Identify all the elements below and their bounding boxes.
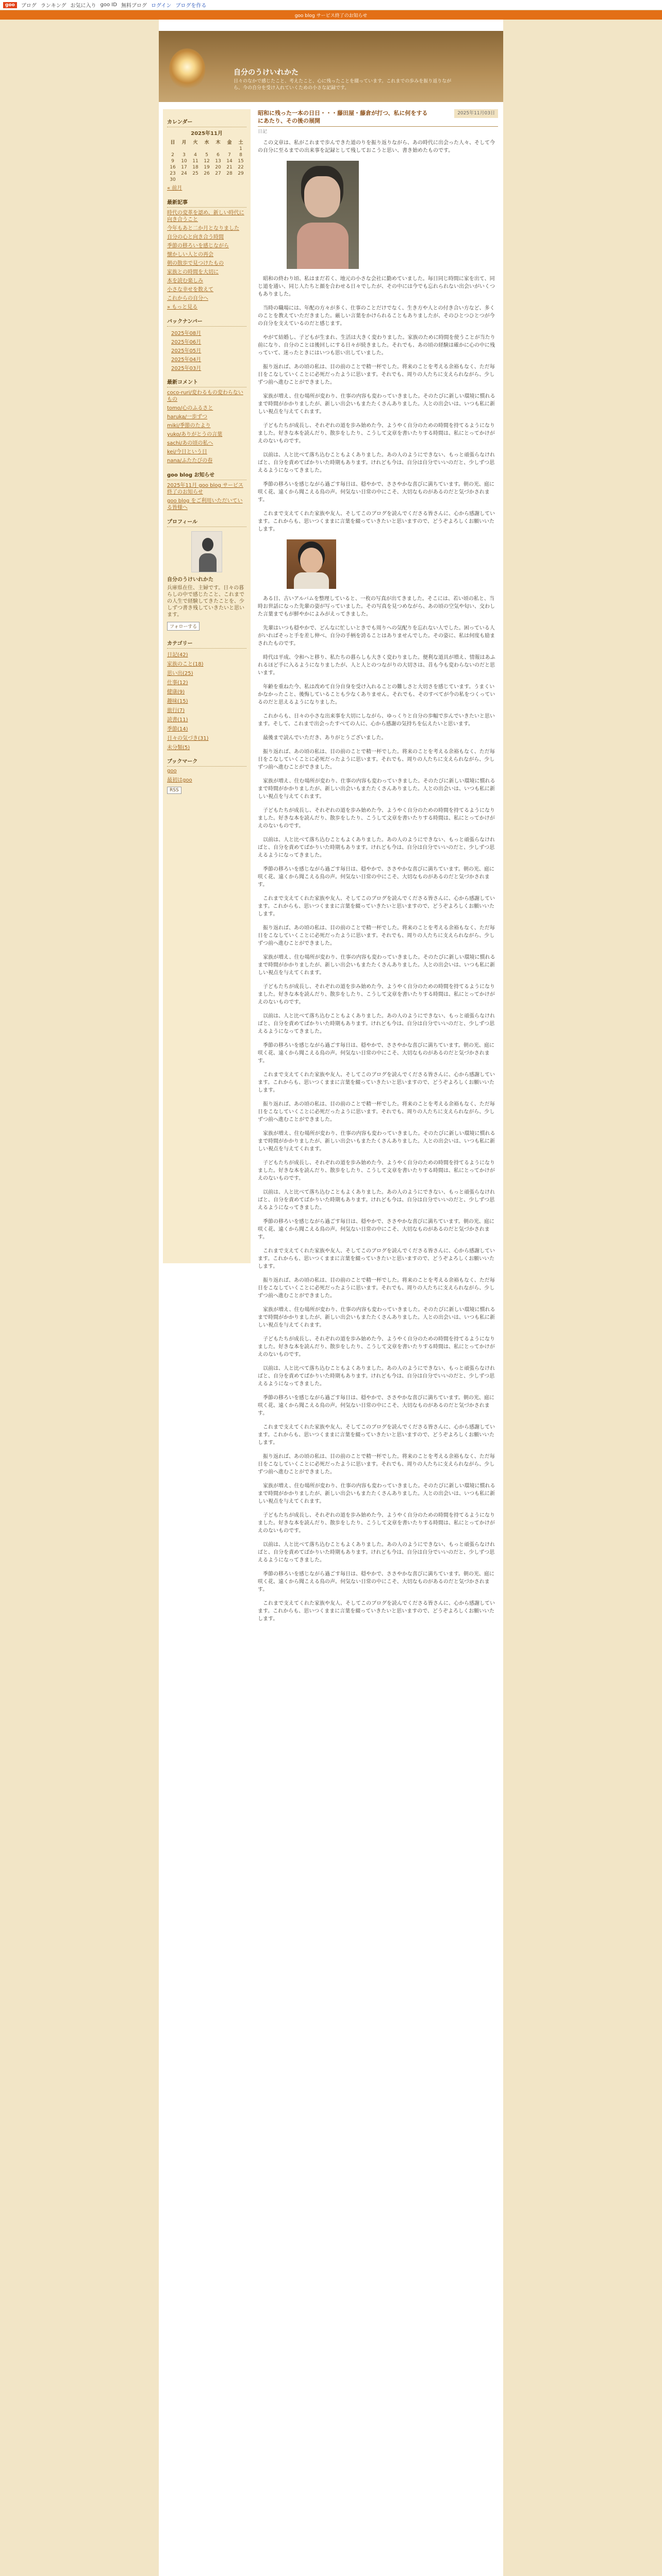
calendar-table — [167, 138, 246, 183]
goo-notice-link[interactable]: 2025年11月 goo blog サービス終了のお知らせ — [167, 483, 243, 495]
topbar-link-create-blog[interactable]: ブログを作る — [175, 3, 207, 9]
calendar-day[interactable]: 27 — [215, 171, 221, 176]
calendar-day — [178, 177, 190, 183]
recent-comment-link[interactable]: haruka/一歩ずつ — [167, 414, 208, 420]
calendar-day[interactable]: 19 — [204, 165, 210, 170]
entry-paragraph: ある日、古いアルバムを整理していると、一枚の写真が出てきました。そこには、若い頃の私と、当時お世話になった先輩の姿が写っていました。その写真を見つめながら、あの頃の空気や匂い、交わした言葉までもが鮮やかによみがえってきました。 — [258, 596, 495, 617]
rss-badge[interactable]: RSS — [167, 787, 181, 794]
calendar-day[interactable]: 6 — [217, 152, 220, 158]
calendar-day[interactable]: 1 — [239, 146, 242, 151]
entry-paragraph: 季節の移ろいを感じながら過ごす毎日は、穏やかで、ささやかな喜びに満ちています。朝の光、庭に咲く花、遠くから聞こえる鳥の声。何気ない日常の中にこそ、大切なものがあるのだと気づかされます。 — [258, 1571, 494, 1592]
calendar-day — [167, 146, 178, 152]
calendar-day[interactable]: 12 — [204, 159, 210, 164]
entry-paragraph: 子どもたちが成長し、それぞれの道を歩み始めた今、ようやく自分のための時間を持てるようになりました。好きな本を読んだり、散歩をしたり、こうして文章を書いたりする時間は、私にとってかけがえのないものです。 — [258, 423, 495, 444]
entry-paragraph: これまで支えてくれた家族や友人、そしてこのブログを読んでくださる皆さんに、心から感謝しています。これからも、思いつくままに言葉を綴っていきたいと思いますので、どうぞよろしくお願いいたします。 — [258, 896, 495, 917]
recent-comment-link[interactable]: yuko/ありがとうの言葉 — [167, 432, 223, 437]
recent-comment-link[interactable]: kei/今日という日 — [167, 449, 207, 455]
entry-paragraph: これまで支えてくれた家族や友人、そしてこのブログを読んでくださる皆さんに、心から感謝しています。これからも、思いつくままに言葉を綴っていきたいと思いますので、どうぞよろしくお願いいたします。 — [258, 1601, 495, 1622]
entry-paragraph: 以前は、人と比べて落ち込むこともよくありました。あの人のようにできない、もっと頑張らなければと、自分を責めてばかりいた時期もあります。けれども今は、自分は自分でいいのだと、少しずつ思えるようになってきました。 — [258, 1366, 495, 1387]
calendar-day[interactable]: 8 — [239, 152, 242, 158]
entry-paragraph: 家族が増え、住む場所が変わり、仕事の内容も変わっていきました。そのたびに新しい環境に慣れるまで時間がかかりましたが、新しい出会いもまたたくさんありました。人との出会いは、いつも私に新しい視点を与えてくれます。 — [258, 1307, 495, 1328]
backnumber-link[interactable]: 2025年06月 — [171, 340, 202, 345]
topbar-link-ranking[interactable]: ランキング — [40, 3, 67, 9]
calendar-day[interactable]: 9 — [171, 159, 174, 164]
recent-post-link[interactable]: 家族との時間を大切に — [167, 269, 219, 275]
entry-paragraph: 最後まで読んでいただき、ありがとうございました。 — [263, 735, 387, 741]
entry-paragraph: 年齢を重ねた今、私は改めて自分自身を受け入れることの難しさと大切さを感じています。うまくいかなかったこと、後悔していることも少なくありません。それでも、そのすべてが今の私をつくっているのだと思えるようになりました。 — [258, 684, 495, 705]
entry-paragraph: 家族が増え、住む場所が変わり、仕事の内容も変わっていきました。そのたびに新しい環境に慣れるまで時間がかかりましたが、新しい出会いもまたたくさんありました。人との出会いは、いつも私に新しい視点を与えてくれます。 — [258, 955, 495, 976]
calendar-day — [178, 146, 190, 152]
entry-paragraph: 昭和の終わり頃、私はまだ若く、地元の小さな会社に勤めていました。毎日同じ時間に家を出て、同じ道を通い、同じ人たちと顔を合わせる日々でしたが、その中には今でも忘れられない出会いがいくつもありました。 — [258, 276, 495, 297]
topbar-link-favorites[interactable]: お気に入り — [70, 3, 96, 9]
calendar-day[interactable]: 24 — [181, 171, 187, 176]
calendar-day[interactable]: 23 — [170, 171, 176, 176]
entry-paragraph: 以前は、人と比べて落ち込むこともよくありました。あの人のようにできない、もっと頑張らなければと、自分を責めてばかりいた時期もあります。けれども今は、自分は自分でいいのだと、少しずつ思えるようになってきました。 — [258, 452, 495, 473]
entry-paragraph: 子どもたちが成長し、それぞれの道を歩み始めた今、ようやく自分のための時間を持てるようになりました。好きな本を読んだり、散歩をしたり、こうして文章を書いたりする時間は、私にとってかけがえのないものです。 — [258, 984, 495, 1005]
topbar-link-login[interactable]: ログイン — [151, 3, 172, 9]
portrait-photo-small — [287, 539, 336, 589]
entry-paragraph: 以前は、人と比べて落ち込むこともよくありました。あの人のようにできない、もっと頑張らなければと、自分を責めてばかりいた時期もあります。けれども今は、自分は自分でいいのだと、少しずつ思えるようになってきました。 — [258, 1013, 495, 1035]
entry-paragraph: これからも、日々の小さな出来事を大切にしながら、ゆっくりと自分の歩幅で歩んでいきたいと思います。そして、これまで出会ったすべての人に、心から感謝の気持ちを伝えたいと思います。 — [258, 714, 495, 727]
entry-paragraph: 家族が増え、住む場所が変わり、仕事の内容も変わっていきました。そのたびに新しい環境に慣れるまで時間がかかりましたが、新しい出会いもまたたくさんありました。人との出会いは、いつも私に新しい視点を与えてくれます。 — [258, 1131, 495, 1152]
calendar-day[interactable]: 17 — [181, 165, 187, 170]
category-link[interactable]: 家族のこと(18) — [167, 662, 204, 667]
calendar-day[interactable]: 26 — [204, 171, 210, 176]
calendar-day[interactable]: 22 — [238, 165, 244, 170]
category-link[interactable]: 趣味(15) — [167, 699, 188, 704]
profile-text: 兵庫県在住、主婦です。日々の暮らしの中で感じたこと、これまでの人生で経験してきたことを、少しずつ書き残していきたいと思います。 — [167, 585, 244, 618]
bookmark-heading: ブックマーク — [167, 754, 246, 767]
entry-title[interactable]: 昭和に残った一本の日日・・・藤田屋・藤倉が打つ、私に何をするにあたり、その後の展開 — [258, 110, 428, 124]
entry-paragraph: 振り返れば、あの頃の私は、目の前のことで精一杯でした。将来のことを考える余裕もなく、ただ毎日をこなしていくことに必死だったように思います。それでも、周りの人たちに支えられながら、少しずつ前へ進むことができました。 — [258, 364, 495, 385]
entry-header — [258, 109, 498, 127]
entry-paragraph: 振り返れば、あの頃の私は、目の前のことで精一杯でした。将来のことを考える余裕もなく、ただ毎日をこなしていくことに必死だったように思います。それでも、周りの人たちに支えられながら、少しずつ前へ進むことができました。 — [258, 1101, 495, 1123]
more-posts-link[interactable]: » もっと見る — [167, 304, 198, 310]
goo-notice-link[interactable]: goo blog をご利用いただいている皆様へ — [167, 498, 243, 511]
category-heading: カテゴリー — [167, 636, 246, 649]
calendar-day — [190, 177, 201, 183]
entry-paragraph: 家族が増え、住む場所が変わり、仕事の内容も変わっていきました。そのたびに新しい環境に慣れるまで時間がかかりましたが、新しい出会いもまたたくさんありました。人との出会いは、いつも私に新しい視点を与えてくれます。 — [258, 778, 495, 800]
backnumber-link[interactable]: 2025年08月 — [171, 331, 202, 336]
profile-heading: プロフィール — [167, 514, 246, 527]
category-link[interactable]: 日記(42) — [167, 652, 188, 658]
recent-comment-link[interactable]: tomo/心のふるさと — [167, 405, 213, 411]
calendar-day[interactable]: 28 — [226, 171, 233, 176]
calendar-weekday: 木 — [216, 140, 221, 145]
calendar-day — [235, 177, 246, 183]
recent-comments-heading: 最新コメント — [167, 375, 246, 387]
entry-paragraph: 振り返れば、あの頃の私は、目の前のことで精一杯でした。将来のことを考える余裕もなく、ただ毎日をこなしていくことに必死だったように思います。それでも、周りの人たちに支えられながら、少しずつ前へ進むことができました。 — [258, 749, 495, 770]
backnumber-link[interactable]: 2025年03月 — [171, 366, 202, 371]
entry-paragraph: 子どもたちが成長し、それぞれの道を歩み始めた今、ようやく自分のための時間を持てるようになりました。好きな本を読んだり、散歩をしたり、こうして文章を書いたりする時間は、私にとってかけがえのないものです。 — [258, 1160, 495, 1181]
bookmark-link[interactable]: goo — [167, 768, 177, 774]
recent-post-link[interactable]: 今年もあと二か月となりました — [167, 226, 239, 231]
entry-category[interactable]: 日記 — [258, 129, 268, 134]
calendar-weekday: 土 — [238, 140, 243, 145]
calendar-day[interactable]: 4 — [194, 152, 197, 158]
service-notice-band — [0, 10, 662, 20]
entry-paragraph: この文章は、私がこれまで歩んできた道のりを振り返りながら、あの時代に出会った人々、そして今の自分に至るまでの出来事を記録として残しておこうと思い、書き始めたものです。 — [258, 140, 495, 154]
entry-paragraph: 時代は平成、令和へと移り、私たちの暮らしも大きく変わりました。便利な道具が増え、情報はあふれるほど手に入るようになりましたが、人と人とのつながりの大切さは、昔も今も変わらないのだと思います。 — [258, 655, 495, 676]
entry-paragraph: やがて結婚し、子どもが生まれ、生活は大きく変わりました。家族のために時間を使うことが当たり前になり、自分のことは後回しにする日々が続きました。それでも、あの頃の経験は確かに心の中に残っていて、迷ったときにはいつも思い出していました。 — [258, 335, 495, 356]
recent-comment-link[interactable]: sachi/あの頃の私へ — [167, 440, 213, 446]
goo-logo[interactable]: goo — [3, 2, 17, 8]
recent-post-link[interactable]: 季節の移ろいを感じながら — [167, 243, 229, 249]
calendar-weekday: 火 — [193, 140, 198, 145]
bookmark-link[interactable]: 最初はgoo — [167, 777, 192, 783]
entry-paragraph: 振り返れば、あの頃の私は、目の前のことで精一杯でした。将来のことを考える余裕もなく、ただ毎日をこなしていくことに必死だったように思います。それでも、周りの人たちに支えられながら、少しずつ前へ進むことができました。 — [258, 1454, 495, 1475]
entry-paragraph: 振り返れば、あの頃の私は、目の前のことで精一杯でした。将来のことを考える余裕もなく、ただ毎日をこなしていくことに必死だったように思います。それでも、周りの人たちに支えられながら、少しずつ前へ進むことができました。 — [258, 925, 495, 946]
calendar-heading: カレンダー — [167, 114, 246, 127]
calendar-month: 2025年11月 — [191, 131, 223, 137]
recent-posts-heading: 最新記事 — [167, 195, 246, 208]
entry-paragraph: これまで支えてくれた家族や友人、そしてこのブログを読んでくださる皆さんに、心から感謝しています。これからも、思いつくままに言葉を綴っていきたいと思いますので、どうぞよろしくお願いいたします。 — [258, 1072, 495, 1093]
portrait-photo — [287, 161, 359, 269]
entry-paragraph: 家族が増え、住む場所が変わり、仕事の内容も変わっていきました。そのたびに新しい環境に慣れるまで時間がかかりましたが、新しい出会いもまたたくさんありました。人との出会いは、いつも私に新しい視点を与えてくれます。 — [258, 394, 495, 415]
calendar-weekday: 金 — [227, 140, 232, 145]
recent-post-link[interactable]: 朝の散歩で見つけたもの — [167, 261, 224, 266]
goo-notices-heading: goo blog お知らせ — [167, 467, 246, 480]
entry-paragraph: 以前は、人と比べて落ち込むこともよくありました。あの人のようにできない、もっと頑張らなければと、自分を責めてばかりいた時期もあります。けれども今は、自分は自分でいいのだと、少しずつ思えるようになってきました。 — [258, 1190, 495, 1211]
topbar-link-gooid[interactable]: goo ID — [100, 2, 117, 8]
calendar-day[interactable]: 16 — [170, 165, 176, 170]
calendar-day[interactable]: 7 — [228, 152, 231, 158]
entry-paragraph: 子どもたちが成長し、それぞれの道を歩み始めた今、ようやく自分のための時間を持てるようになりました。好きな本を読んだり、散歩をしたり、こうして文章を書いたりする時間は、私にとってかけがえのないものです。 — [258, 1513, 495, 1534]
calendar-day[interactable]: 14 — [226, 159, 233, 164]
category-link[interactable]: 季節(14) — [167, 726, 188, 732]
calendar-day — [224, 146, 235, 152]
calendar-day[interactable]: 21 — [226, 165, 233, 170]
calendar-day[interactable]: 30 — [170, 177, 176, 182]
entry-paragraph: これまで支えてくれた家族や友人、そしてこのブログを読んでくださる皆さんに、心から感謝しています。これからも、思いつくままに言葉を綴っていきたいと思いますので、どうぞよろしくお願いいたします。 — [258, 511, 495, 532]
calendar-weekday: 月 — [181, 140, 187, 145]
recent-post-link[interactable]: 小さな幸せを数えて — [167, 287, 213, 293]
topbar-link-blog[interactable]: ブログ — [21, 3, 37, 9]
category-link[interactable]: 旅行(7) — [167, 708, 185, 714]
category-link[interactable]: 日々の気づき(31) — [167, 736, 209, 741]
backnumber-heading: バックナンバー — [167, 314, 246, 327]
top-utility-bar — [0, 0, 662, 10]
recent-post-link[interactable]: 時代の変革を認め、新しい時代に向き合うこと — [167, 210, 244, 223]
calendar-day[interactable]: 3 — [183, 152, 186, 158]
calendar-day[interactable]: 13 — [215, 159, 221, 164]
category-link[interactable]: 未分類(5) — [167, 745, 190, 751]
calendar-day — [224, 177, 235, 183]
calendar-day[interactable]: 18 — [192, 165, 198, 170]
follow-button[interactable]: フォローする — [167, 622, 200, 631]
backnumber-link[interactable]: 2025年05月 — [171, 348, 202, 354]
topbar-link-free-blog[interactable]: 無料ブログ — [121, 3, 147, 9]
category-link[interactable]: 健康(9) — [167, 689, 185, 695]
blog-header — [159, 31, 503, 102]
calendar-day[interactable]: 11 — [192, 159, 198, 164]
calendar-weekday: 日 — [170, 140, 175, 145]
entry-paragraph: 子どもたちが成長し、それぞれの道を歩み始めた今、ようやく自分のための時間を持てるようになりました。好きな本を読んだり、散歩をしたり、こうして文章を書いたりする時間は、私にとってかけがえのないものです。 — [258, 808, 495, 829]
entry-paragraph: 先輩はいつも穏やかで、どんなに忙しいときでも周りへの気配りを忘れない人でした。困っている人がいればそっと手を差し伸べ、自分の手柄を誇ることはありませんでした。その姿に、私は何度も励まされたものです。 — [258, 625, 495, 647]
calendar-day[interactable]: 20 — [215, 165, 221, 170]
recent-comment-link[interactable]: miki/季節のたより — [167, 423, 211, 429]
calendar-day — [212, 146, 224, 152]
calendar-day — [190, 146, 201, 152]
calendar-day[interactable]: 15 — [238, 159, 244, 164]
sidebar — [163, 109, 251, 1263]
category-link[interactable]: 読書(11) — [167, 717, 188, 723]
calendar-day — [201, 177, 212, 183]
entry-paragraph: 季節の移ろいを感じながら過ごす毎日は、穏やかで、ささやかな喜びに満ちています。朝の光、庭に咲く花、遠くから聞こえる鳥の声。何気ない日常の中にこそ、大切なものがあるのだと気づかされます。 — [258, 1043, 494, 1064]
blog-title[interactable]: 自分のうけいれかた — [234, 69, 299, 77]
entry-paragraph: 以前は、人と比べて落ち込むこともよくありました。あの人のようにできない、もっと頑張らなければと、自分を責めてばかりいた時期もあります。けれども今は、自分は自分でいいのだと、少しずつ思えるようになってきました。 — [258, 837, 495, 858]
recent-comment-link[interactable]: coco-ruri/変わるもの変わらないもの — [167, 390, 243, 402]
entry-paragraph: これまで支えてくれた家族や友人、そしてこのブログを読んでくださる皆さんに、心から感謝しています。これからも、思いつくままに言葉を綴っていきたいと思いますので、どうぞよろしくお願いいたします。 — [258, 1248, 495, 1269]
entry-paragraph: 季節の移ろいを感じながら過ごす毎日は、穏やかで、ささやかな喜びに満ちています。朝の光、庭に咲く花、遠くから聞こえる鳥の声。何気ない日常の中にこそ、大切なものがあるのだと気づかされます。 — [258, 482, 494, 503]
entry-paragraph: 以前は、人と比べて落ち込むこともよくありました。あの人のようにできない、もっと頑張らなければと、自分を責めてばかりいた時期もあります。けれども今は、自分は自分でいいのだと、少しずつ思えるようになってきました。 — [258, 1542, 495, 1563]
calendar-weekday: 水 — [204, 140, 209, 145]
recent-post-link[interactable]: 自分の心と向き合う時間 — [167, 234, 224, 240]
recent-comment-link[interactable]: nana/ふたたびの春 — [167, 458, 213, 464]
service-notice-link[interactable]: goo blog サービス終了のお知らせ — [294, 13, 368, 19]
calendar-prev-link[interactable]: « 前月 — [167, 185, 183, 191]
blog-entry — [258, 109, 498, 2576]
entry-paragraph: 子どもたちが成長し、それぞれの道を歩み始めた今、ようやく自分のための時間を持てるようになりました。好きな本を読んだり、散歩をしたり、こうして文章を書いたりする時間は、私にとってかけがえのないものです。 — [258, 1336, 495, 1358]
backnumber-link[interactable]: 2025年04月 — [171, 357, 202, 363]
calendar-day[interactable]: 29 — [238, 171, 244, 176]
calendar-day[interactable]: 10 — [181, 159, 187, 164]
blog-description: 日々のなかで感じたこと、考えたこと、心に残ったことを綴っています。これまでの歩みを振り返りながら、今の自分を受け入れていくための小さな記録です。 — [234, 79, 452, 91]
category-link[interactable]: 思い出(25) — [167, 671, 193, 676]
entry-date: 2025年11月03日 — [454, 109, 498, 118]
recent-post-link[interactable]: 本を読む楽しみ — [167, 278, 203, 284]
profile-name: 自分のうけいれかた — [167, 577, 213, 583]
calendar-day — [212, 177, 224, 183]
entry-paragraph: 当時の職場には、年配の方々が多く、仕事のことだけでなく、生き方や人との付き合い方など、多くのことを教えていただきました。厳しい言葉をかけられることもありましたが、そのひとつひとつが今の自分を支えているのだと感じます。 — [258, 306, 495, 327]
entry-paragraph: これまで支えてくれた家族や友人、そしてこのブログを読んでくださる皆さんに、心から感謝しています。これからも、思いつくままに言葉を綴っていきたいと思いますので、どうぞよろしくお願いいたします。 — [258, 1425, 495, 1446]
category-link[interactable]: 仕事(12) — [167, 680, 188, 686]
candle-light-image — [169, 48, 205, 90]
calendar-day[interactable]: 5 — [205, 152, 208, 158]
calendar-day[interactable]: 25 — [192, 171, 198, 176]
recent-post-link[interactable]: 懐かしい人との再会 — [167, 252, 213, 258]
calendar-day[interactable]: 2 — [171, 152, 174, 158]
entry-paragraph: 季節の移ろいを感じながら過ごす毎日は、穏やかで、ささやかな喜びに満ちています。朝の光、庭に咲く花、遠くから聞こえる鳥の声。何気ない日常の中にこそ、大切なものがあるのだと気づかされます。 — [258, 1395, 494, 1416]
entry-paragraph: 家族が増え、住む場所が変わり、仕事の内容も変わっていきました。そのたびに新しい環境に慣れるまで時間がかかりましたが、新しい出会いもまたたくさんありました。人との出会いは、いつも私に新しい視点を与えてくれます。 — [258, 1483, 495, 1504]
entry-paragraph: 季節の移ろいを感じながら過ごす毎日は、穏やかで、ささやかな喜びに満ちています。朝の光、庭に咲く花、遠くから聞こえる鳥の声。何気ない日常の中にこそ、大切なものがあるのだと気づかされます。 — [258, 1219, 494, 1240]
profile-avatar[interactable] — [191, 531, 222, 572]
recent-post-link[interactable]: これからの自分へ — [167, 296, 208, 301]
entry-paragraph: 季節の移ろいを感じながら過ごす毎日は、穏やかで、ささやかな喜びに満ちています。朝の光、庭に咲く花、遠くから聞こえる鳥の声。何気ない日常の中にこそ、大切なものがあるのだと気づかされます。 — [258, 867, 494, 888]
entry-paragraph: 振り返れば、あの頃の私は、目の前のことで精一杯でした。将来のことを考える余裕もなく、ただ毎日をこなしていくことに必死だったように思います。それでも、周りの人たちに支えられながら、少しずつ前へ進むことができました。 — [258, 1278, 495, 1299]
calendar-day — [201, 146, 212, 152]
